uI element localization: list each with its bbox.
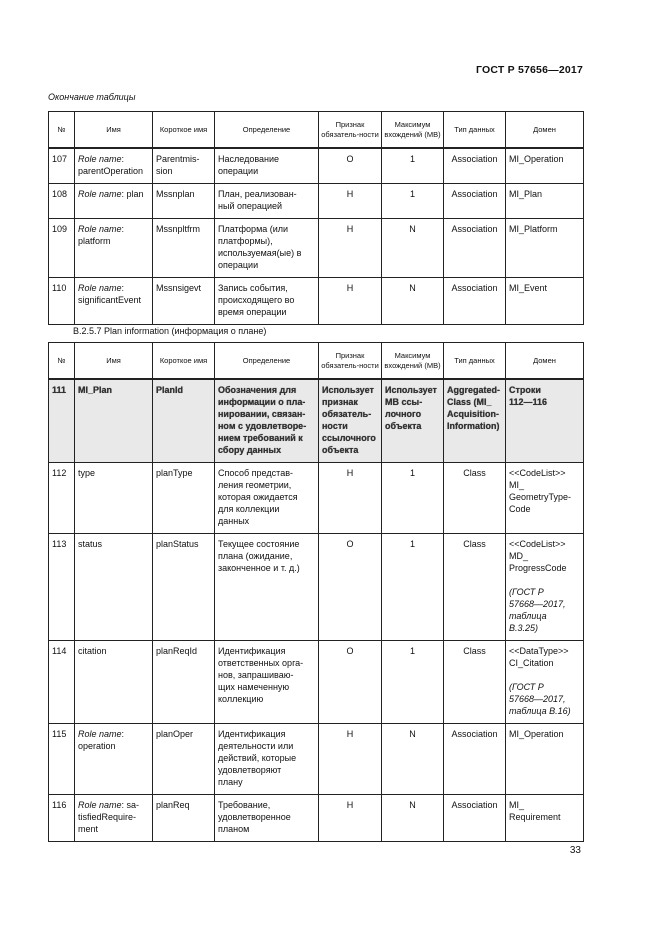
col-max-occurrence: Максимум вхождений (МВ) <box>382 343 444 380</box>
row-short-name: PlanId <box>153 379 215 463</box>
row-obligation: О <box>319 641 382 724</box>
row-type: Class <box>444 641 506 724</box>
table-row <box>49 463 584 534</box>
row-obligation: Н <box>319 463 382 534</box>
row-short-name: planReq <box>153 795 215 842</box>
row-number: 108 <box>49 184 75 219</box>
row-type: Association <box>444 148 506 184</box>
row-definition: Идентификация ответственных орга- нов, запрашиваю- щих намеченную коллекцию <box>215 641 319 724</box>
row-max: 1 <box>382 463 444 534</box>
row-short-name: planType <box>153 463 215 534</box>
table-row <box>49 641 584 724</box>
row-max: N <box>382 724 444 795</box>
row-type: Association <box>444 724 506 795</box>
row-definition: Текущее состояние плана (ожидание, законченное и т. д.) <box>215 534 319 641</box>
col-name: Имя <box>75 343 153 380</box>
row-short-name: Mssnpltfrm <box>153 219 215 278</box>
row-domain: <<DataType>> CI_Citation (ГОСТ Р 57668—2017, таблица В.16) <box>506 641 584 724</box>
row-short-name: planStatus <box>153 534 215 641</box>
row-short-name: planReqId <box>153 641 215 724</box>
row-type: Association <box>444 278 506 325</box>
row-name: Role name: parentOperation <box>75 148 153 184</box>
col-data-type: Тип данных <box>444 343 506 380</box>
row-domain: <<CodeList>> MD_ ProgressCode (ГОСТ Р 57668—2017, таблица В.3.25) <box>506 534 584 641</box>
row-definition: Способ предстaв- ления геометрии, которая ожидается для коллекции данных <box>215 463 319 534</box>
row-definition: Запись события, происходящего во время операции <box>215 278 319 325</box>
col-definition: Определение <box>215 112 319 149</box>
row-obligation: Н <box>319 219 382 278</box>
row-obligation: О <box>319 148 382 184</box>
col-number: № <box>49 343 75 380</box>
table-row <box>49 184 584 219</box>
col-obligation: Признак обязатель-ности <box>319 112 382 149</box>
table-row <box>49 534 584 641</box>
row-domain: MI_ Requirement <box>506 795 584 842</box>
row-type: Association <box>444 184 506 219</box>
section-heading: B.2.5.7 Plan information (информация о плане) <box>73 326 267 336</box>
row-number: 114 <box>49 641 75 724</box>
row-max: 1 <box>382 534 444 641</box>
row-number: 109 <box>49 219 75 278</box>
table-header-row <box>49 112 584 149</box>
table-row <box>49 148 584 184</box>
row-domain: <<CodeList>> MI_ GeometryType- Code <box>506 463 584 534</box>
table-header-row <box>49 343 584 380</box>
row-max: 1 <box>382 641 444 724</box>
row-definition: Платформа (или платформы), используемая(ые) в операции <box>215 219 319 278</box>
row-short-name: planOper <box>153 724 215 795</box>
table-continuation-caption: Окончание таблицы <box>48 92 136 102</box>
row-max: N <box>382 278 444 325</box>
table-row-highlighted <box>49 379 584 463</box>
table-row <box>49 278 584 325</box>
row-name: Role name: operation <box>75 724 153 795</box>
col-data-type: Тип данных <box>444 112 506 149</box>
col-name: Имя <box>75 112 153 149</box>
row-domain: MI_Operation <box>506 148 584 184</box>
row-name: Role name: sa- tisfiedRequire- ment <box>75 795 153 842</box>
row-definition: Требование, удовлетворенное планом <box>215 795 319 842</box>
row-definition: Обозначения для информации о пла- нировании, связан- ном с удовлетворе- нием требований к сбору данных <box>215 379 319 463</box>
row-name: status <box>75 534 153 641</box>
row-type: Aggregated- Class (MI_ Acquisition- Information) <box>444 379 506 463</box>
row-obligation: Использует признак обязатель- ности ссылочного объекта <box>319 379 382 463</box>
row-number: 113 <box>49 534 75 641</box>
row-number: 107 <box>49 148 75 184</box>
plan-information-table <box>48 342 584 842</box>
row-number: 110 <box>49 278 75 325</box>
row-number: 116 <box>49 795 75 842</box>
row-definition: План, реализован- ный операцией <box>215 184 319 219</box>
row-obligation: Н <box>319 795 382 842</box>
row-number: 112 <box>49 463 75 534</box>
col-definition: Определение <box>215 343 319 380</box>
col-short-name: Короткое имя <box>153 112 215 149</box>
row-name: citation <box>75 641 153 724</box>
col-max-occurrence: Максимум вхождений (МВ) <box>382 112 444 149</box>
row-obligation: Н <box>319 724 382 795</box>
row-short-name: Parentmis- sion <box>153 148 215 184</box>
row-max: 1 <box>382 148 444 184</box>
row-domain-reference: (ГОСТ Р 57668—2017, таблица В.3.25) <box>509 587 566 633</box>
row-domain: MI_Event <box>506 278 584 325</box>
row-obligation: О <box>319 534 382 641</box>
row-type: Association <box>444 219 506 278</box>
row-max: N <box>382 795 444 842</box>
col-obligation: Признак обязатель-ности <box>319 343 382 380</box>
col-short-name: Короткое имя <box>153 343 215 380</box>
col-domain: Домен <box>506 343 584 380</box>
table-row <box>49 795 584 842</box>
row-obligation: Н <box>319 184 382 219</box>
row-number: 115 <box>49 724 75 795</box>
standard-designation: ГОСТ Р 57656—2017 <box>475 64 583 76</box>
table-end <box>48 111 584 325</box>
page-number: 33 <box>569 845 581 856</box>
row-domain: MI_Operation <box>506 724 584 795</box>
row-domain: Строки 112—116 <box>506 379 584 463</box>
row-type: Association <box>444 795 506 842</box>
row-name: Role name: plan <box>75 184 153 219</box>
row-obligation: Н <box>319 278 382 325</box>
row-name: MI_Plan <box>75 379 153 463</box>
col-number: № <box>49 112 75 149</box>
row-definition: Наследование операции <box>215 148 319 184</box>
row-name: type <box>75 463 153 534</box>
row-domain: MI_Plan <box>506 184 584 219</box>
row-number: 111 <box>49 379 75 463</box>
col-domain: Домен <box>506 112 584 149</box>
row-definition: Идентификация деятельности или действий, которые удовлетворяют плану <box>215 724 319 795</box>
row-type: Class <box>444 534 506 641</box>
row-max: N <box>382 219 444 278</box>
row-type: Class <box>444 463 506 534</box>
row-name: Role name: platform <box>75 219 153 278</box>
table-row <box>49 724 584 795</box>
row-short-name: Mssnplan <box>153 184 215 219</box>
row-domain-reference: (ГОСТ Р 57668—2017, таблица В.16) <box>509 682 571 716</box>
row-domain: MI_Platform <box>506 219 584 278</box>
table-row <box>49 219 584 278</box>
row-max: Использует МВ ссы- лочного объекта <box>382 379 444 463</box>
row-name: Role name: significantEvent <box>75 278 153 325</box>
row-max: 1 <box>382 184 444 219</box>
row-short-name: Mssnsigevt <box>153 278 215 325</box>
